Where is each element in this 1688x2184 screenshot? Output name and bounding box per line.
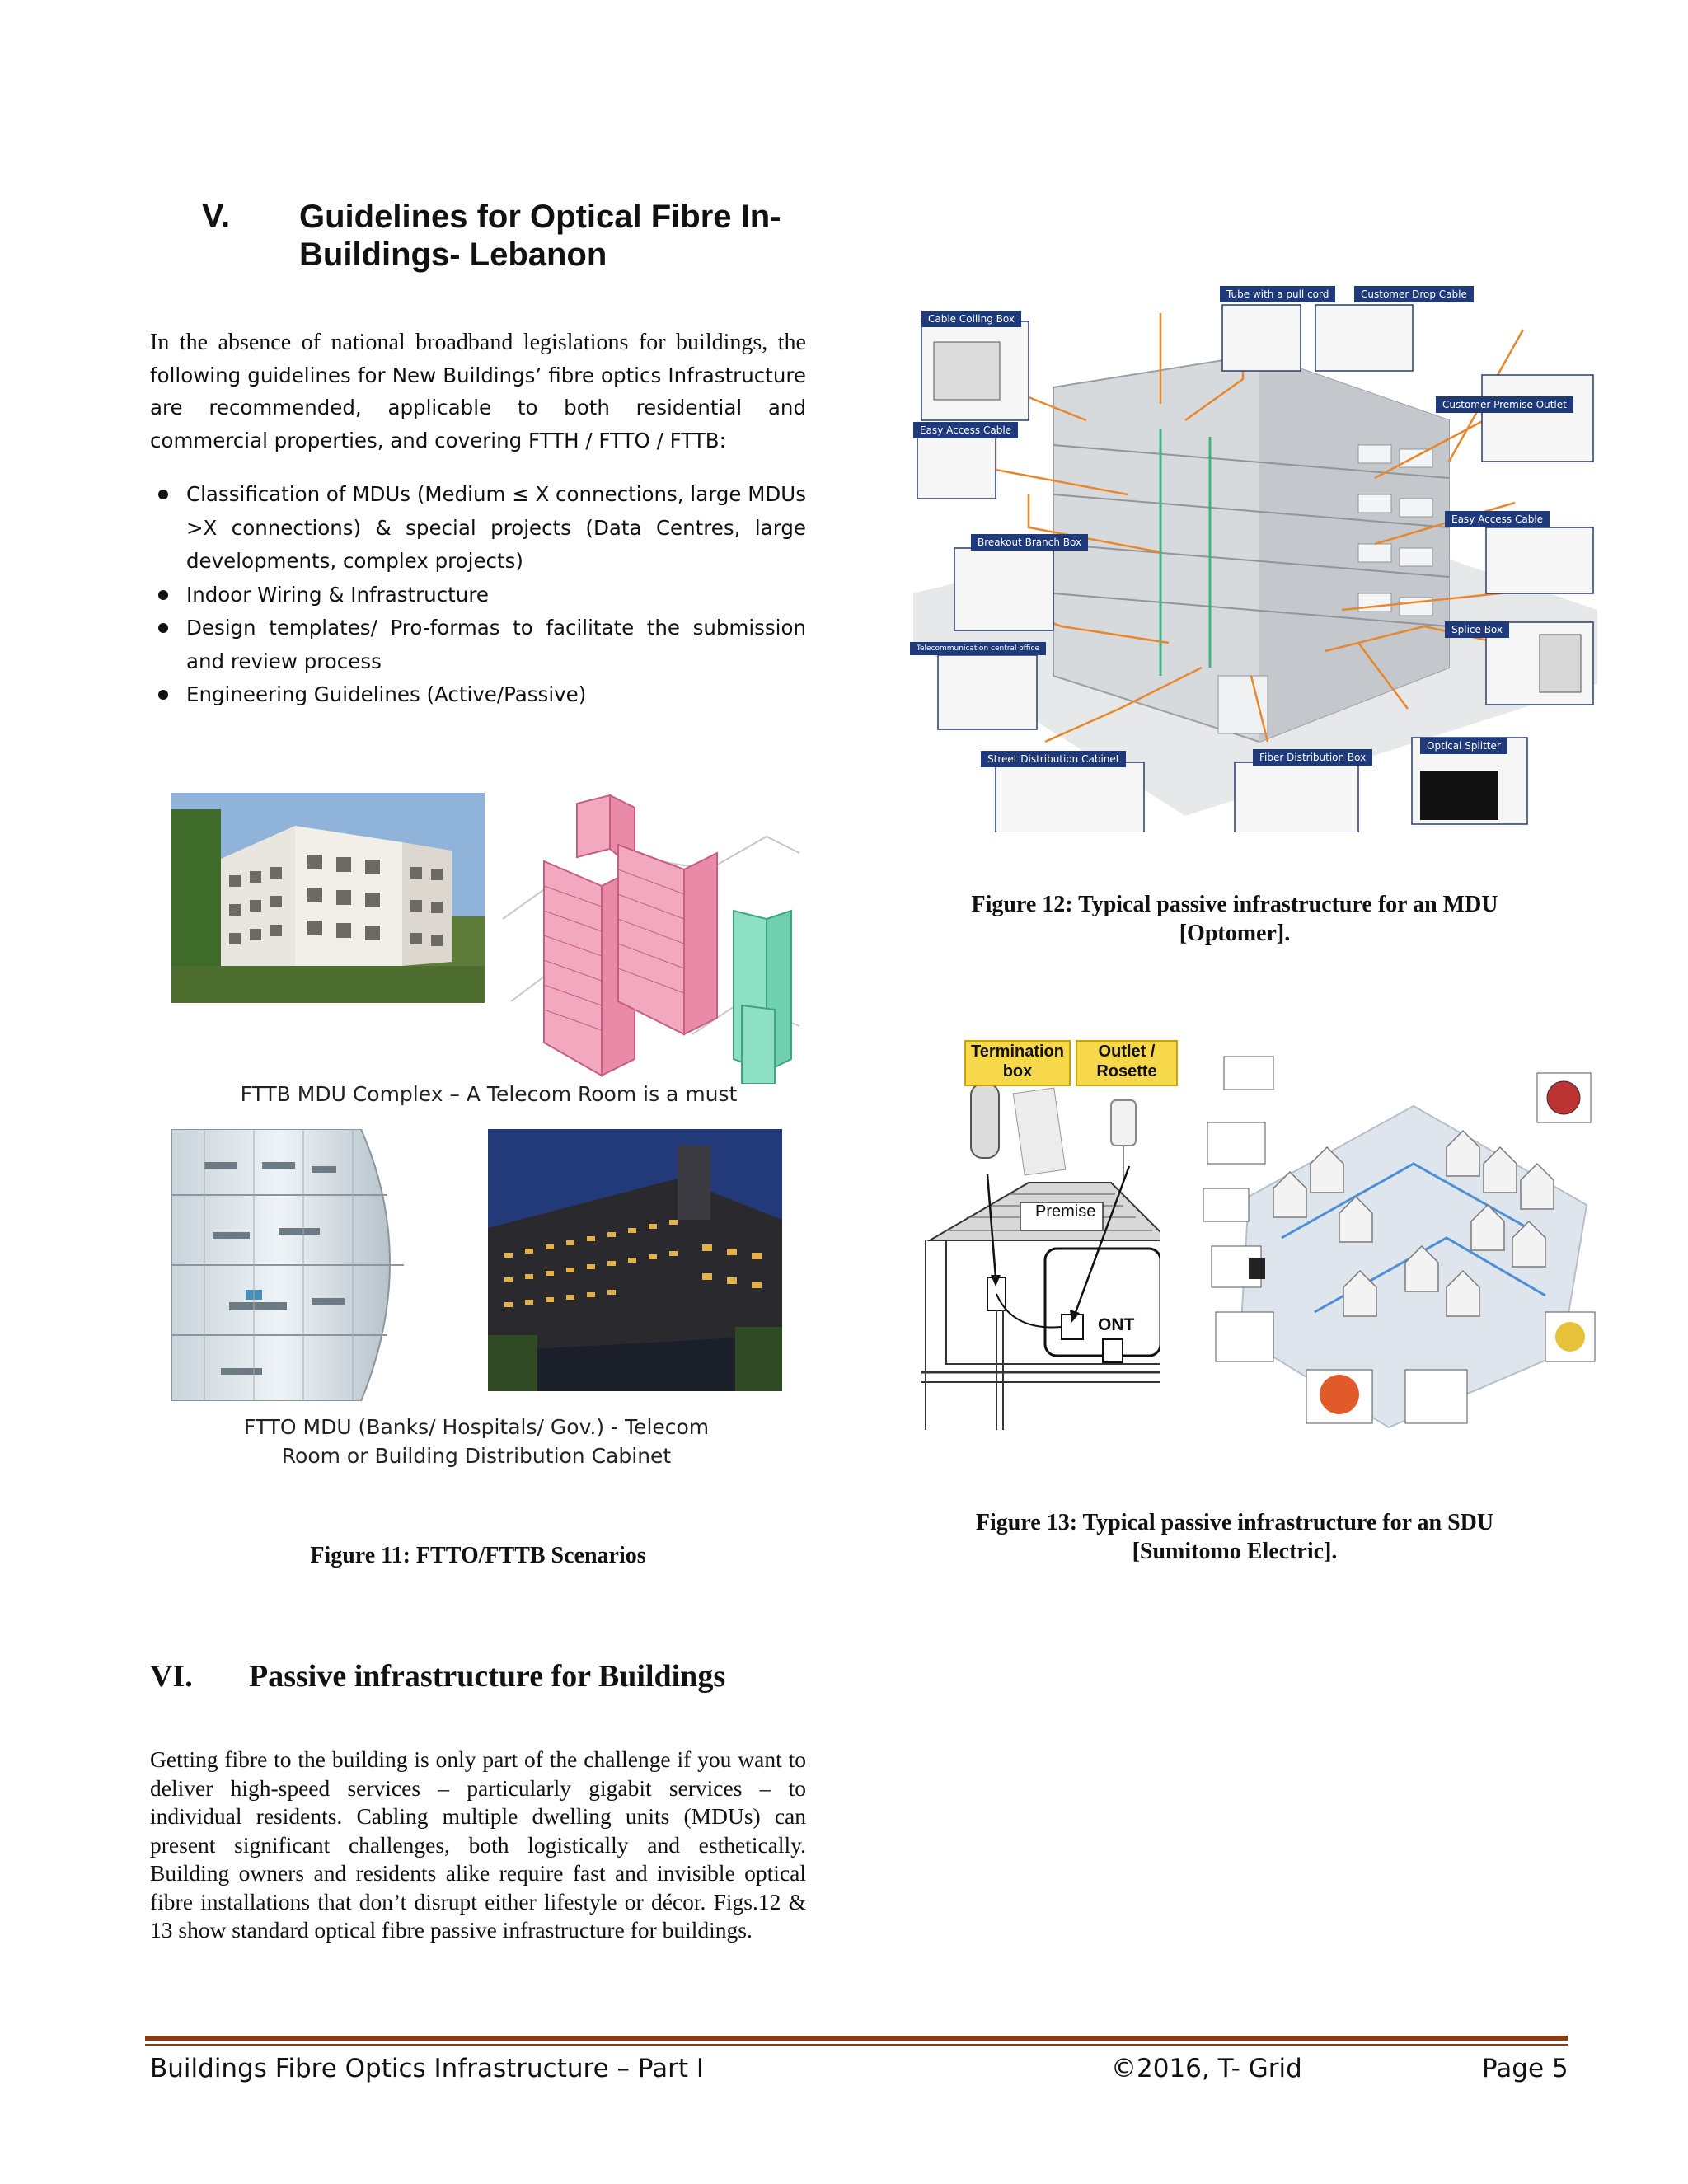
footer-title: Buildings Fibre Optics Infrastructure – Part I xyxy=(150,2054,705,2083)
footer-page-number: Page 5 xyxy=(1482,2054,1568,2083)
label-optical-splitter: Optical Splitter xyxy=(1420,738,1507,754)
ont-label: ONT xyxy=(1098,1315,1135,1334)
fttb-image-caption: FTTB MDU Complex – A Telecom Room is a must xyxy=(240,1082,738,1106)
termination-box-label: Termination box xyxy=(964,1040,1071,1086)
label-easy-access-cable-right: Easy Access Cable xyxy=(1445,511,1550,527)
list-item: Indoor Wiring & Infrastructure xyxy=(150,579,806,612)
section-v-number: V. xyxy=(202,198,231,234)
figure-13-caption-line-1: Figure 13: Typical passive infrastructure for an SDU xyxy=(975,1510,1494,1535)
mdu-complex-illustration xyxy=(495,787,808,1084)
guidelines-list xyxy=(150,478,806,712)
section-vi-number: VI. xyxy=(150,1659,193,1694)
footer-rule-thin xyxy=(145,2044,1568,2046)
ftto-image-caption-line-1: FTTO MDU (Banks/ Hospitals/ Gov.) - Telecom xyxy=(243,1415,710,1439)
sdu-neighbourhood-diagram xyxy=(1199,1040,1603,1432)
intro-paragraph xyxy=(150,326,806,457)
ftto-night-building-photo xyxy=(488,1129,782,1391)
footer-copyright: ©2016, T- Grid xyxy=(1111,2054,1302,2083)
footer-rule xyxy=(145,2036,1568,2041)
section-vi-title: Passive infrastructure for Buildings xyxy=(249,1659,726,1694)
ftto-image-caption-line-2: Room or Building Distribution Cabinet xyxy=(281,1444,672,1468)
list-item: Engineering Guidelines (Active/Passive) xyxy=(150,678,806,712)
label-breakout-branch-box: Breakout Branch Box xyxy=(971,534,1088,551)
bullet-icon xyxy=(158,623,168,633)
bullet-icon xyxy=(158,490,168,499)
list-item: Classification of MDUs (Medium ≤ X connections, large MDUs >X connections) & special projects (Data Centres, large developments, complex projects) xyxy=(150,478,806,579)
label-telecom-central-office: Telecommunication central office xyxy=(910,642,1046,655)
bullet-icon xyxy=(158,690,168,700)
premise-label: Premise xyxy=(1035,1202,1096,1221)
label-customer-drop-cable: Customer Drop Cable xyxy=(1354,286,1474,302)
figure-12-caption-line-2: [Optomer]. xyxy=(1179,921,1291,946)
mdu-apartments-photo xyxy=(171,793,485,1003)
outlet-rosette-label: Outlet / Rosette xyxy=(1076,1040,1178,1086)
sdu-premise-diagram xyxy=(921,1043,1160,1430)
list-item: Design templates/ Pro-formas to facilitate the submission and review process xyxy=(150,612,806,678)
label-cable-coiling-box: Cable Coiling Box xyxy=(921,311,1021,327)
section-vi-body: Getting fibre to the building is only part of the challenge if you want to deliver high-speed services – particularly gigabit services – to individual residents. Cabling multiple dwelling units (MDUs) can present significant challenges, both logistically and esthetically. Building owners and residents alike require fast and invisible optical fibre installations that don’t disrupt either lifestyle or décor. Figs.12 & 13 show standard optical fibre passive infrastructure for buildings. xyxy=(150,1746,806,1943)
figure-12-caption-line-1: Figure 12: Typical passive infrastructure for an MDU xyxy=(971,892,1498,917)
label-fiber-distribution-box: Fiber Distribution Box xyxy=(1253,749,1372,766)
figure-13-caption-line-2: [Sumitomo Electric]. xyxy=(1132,1539,1338,1564)
label-tube-pull-cord: Tube with a pull cord xyxy=(1220,286,1335,302)
ftto-office-illustration xyxy=(171,1129,415,1401)
label-splice-box: Splice Box xyxy=(1445,621,1509,638)
intro-rest: following guidelines for New Buildings’ fibre optics Infrastructure are recommended, applicable to both residential and commercial properties, and covering FTTH / FTTO / FTTB: xyxy=(150,363,806,452)
label-customer-premise-outlet: Customer Premise Outlet xyxy=(1436,396,1573,413)
section-v-title: Guidelines for Optical Fibre In-Buildings- Lebanon xyxy=(299,199,781,273)
intro-line-1: In the absence of national broadband legislations for buildings, the xyxy=(150,330,806,355)
bullet-icon xyxy=(158,590,168,600)
figure-11-caption: Figure 11: FTTO/FTTB Scenarios xyxy=(310,1543,646,1568)
label-street-distribution-cabinet: Street Distribution Cabinet xyxy=(981,751,1126,767)
label-easy-access-cable-left: Easy Access Cable xyxy=(913,422,1018,438)
